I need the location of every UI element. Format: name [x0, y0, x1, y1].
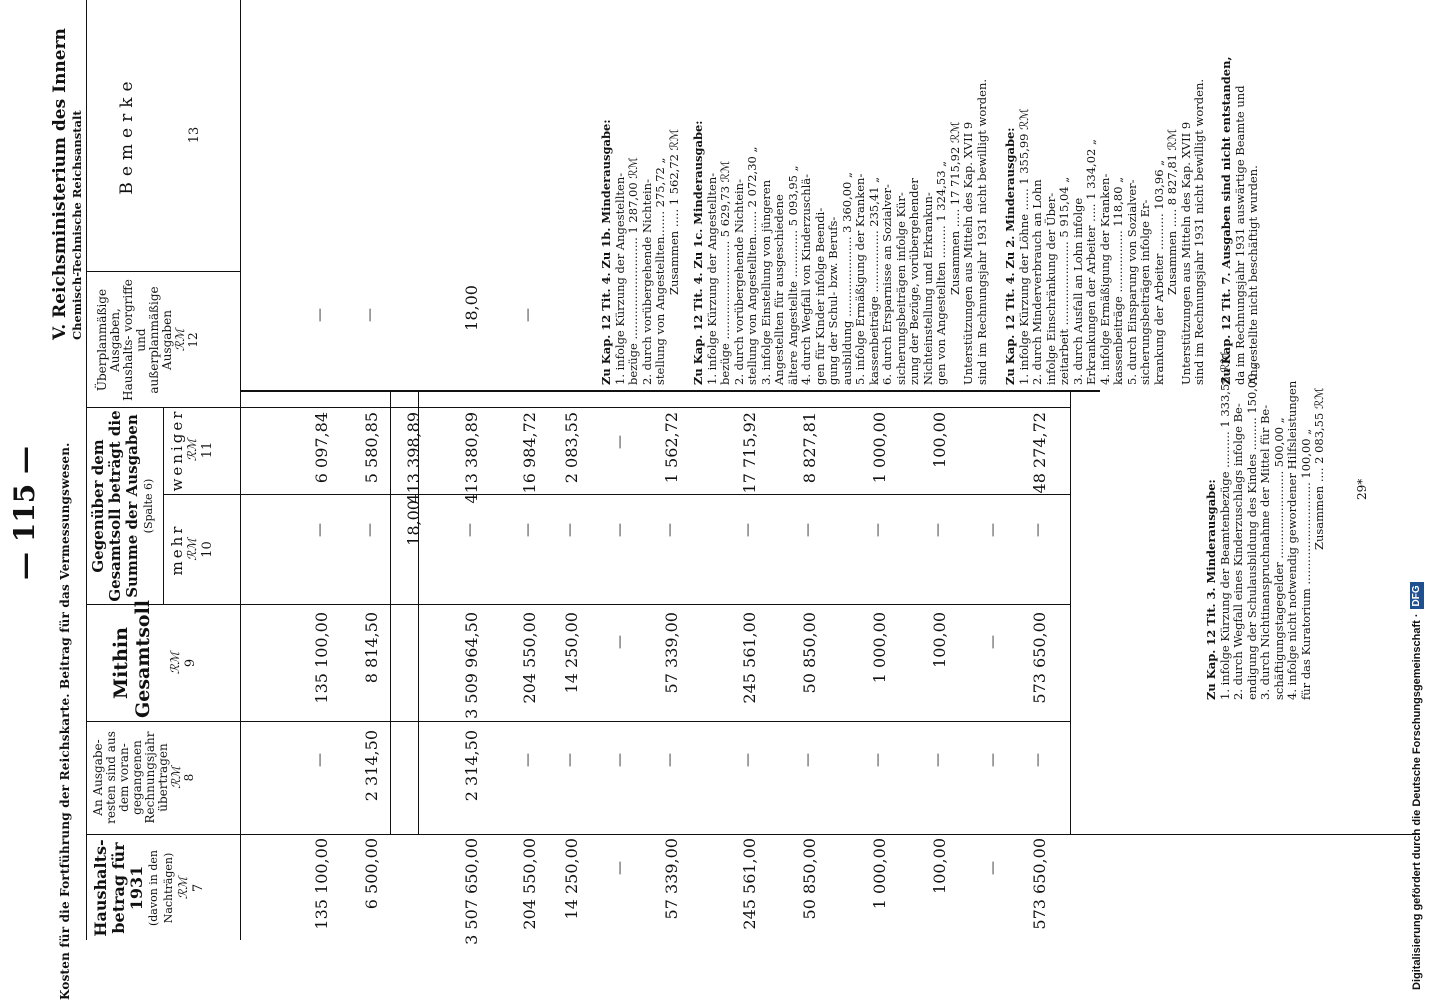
col12-number: 12: [186, 332, 200, 348]
cell-c8: —: [985, 753, 1001, 767]
page-number: — 115 —: [8, 446, 41, 580]
remark-line: Zu Kap. 12 Tit. 4. Zu 1b. Minderausgabe:: [599, 119, 613, 385]
remark-line: 5. infolge Ermäßigung der Kranken-: [853, 173, 867, 385]
cell-c7: 50 850,00: [800, 838, 819, 920]
remark-line: ältere Angestellte ............. 5 093,95 „: [785, 165, 800, 385]
col13-header: [117, 5, 202, 265]
cell-c10: —: [462, 523, 478, 537]
col8-number: 8: [182, 773, 196, 782]
cell-c11: 2 083,55: [562, 412, 581, 484]
col12-header: [96, 275, 200, 405]
note-tit3: [1205, 351, 1327, 700]
remark-line: Zusammen ..... 1 562,72 ℛℳ: [666, 128, 681, 295]
col10-11-header: [90, 410, 156, 602]
cell-c9: 50 850,00: [800, 612, 819, 694]
col7-number: 7: [191, 883, 206, 893]
col11-number: 11: [200, 441, 215, 459]
cell-c8: —: [740, 753, 756, 767]
cell-c9: 204 550,00: [520, 612, 539, 704]
col11-unit: ℛℳ: [185, 438, 199, 462]
cell-c7: 204 550,00: [520, 838, 539, 930]
dfg-logo-icon: DFG: [1410, 582, 1424, 609]
remark-line: 2. durch Minderverbrauch an Lohn: [1030, 179, 1044, 385]
cell-c8: —: [520, 753, 536, 767]
cell-c10: —: [362, 523, 378, 537]
note-line: endigung der Schulausbildung des Kindes ......... 150,00 „: [1244, 363, 1259, 700]
cell-c12: —: [362, 308, 378, 322]
running-title-institute: Chemisch-Technische Reichsanstalt: [70, 110, 84, 340]
header-rule-top: [86, 0, 87, 940]
remark-line: 1. infolge Kürzung der Angestellten-: [704, 172, 719, 385]
remark-line: Angestellten für ausgeschiedene: [772, 194, 786, 385]
remark-line: Angestellte nicht beschäftigt wurden.: [1246, 165, 1260, 385]
remark-line: krankung der Arbeiter .......... 103,96 „: [1151, 159, 1166, 385]
cell-c10: —: [662, 523, 678, 537]
col13-number: 13: [187, 126, 202, 144]
header-divider-4: [163, 494, 240, 495]
running-title-left: Kosten für die Fortführung der Reichskarte. Beitrag für das Vermessungswesen.: [58, 442, 72, 1000]
col10-header: [170, 497, 215, 602]
cell-c11: 48 274,72: [1030, 412, 1049, 494]
cell-c7: 1 000,00: [870, 838, 889, 910]
col7-header: [92, 838, 206, 938]
col8-unit: ℛℳ: [169, 766, 183, 789]
remark-line: ausbildung ...................... 3 360,00 „: [839, 172, 854, 385]
cell-c12: —: [520, 308, 536, 322]
cell-c9: 3 509 964,50: [462, 612, 481, 719]
remark-line: kassenbeiträge ................. 118,80 „: [1111, 176, 1125, 385]
cell-c7: 3 507 650,00: [462, 838, 481, 945]
remark-line: kassenbeiträge ................. 235,41 „: [866, 176, 881, 385]
remark-line: zung der Bezüge, vorübergehender: [907, 178, 921, 385]
cell-c10: —: [612, 523, 628, 537]
remark-line: Zu Kap. 12 Tit. 4. Zu 1c. Minderausgabe:: [691, 120, 705, 385]
remark-tit7: [1220, 57, 1261, 385]
cell-c11: 16 984,72: [520, 412, 539, 494]
cell-c11: —: [612, 435, 628, 449]
cell-c10: —: [800, 523, 816, 537]
col10-11-label: Gegenüber dem Gesamtsoll beträgt die Summe der Ausgaben: [89, 410, 141, 602]
cell-c10: —: [562, 523, 578, 537]
cell-c7: 100,00: [930, 838, 949, 894]
remark-line: Unterstützungen aus Mitteln des Kap. XVII 9: [961, 121, 975, 385]
remark-tit4-1c: [692, 79, 989, 385]
col10-label: mehr: [168, 523, 186, 576]
cell-c7: 245 561,00: [740, 838, 759, 930]
remark-line: 5. durch Einsparung von Sozialver-: [1124, 179, 1139, 385]
remark-line: sicherungsbeiträgen infolge Kür-: [893, 192, 908, 385]
remark-line: 2. durch vorübergehende Nichtein-: [731, 179, 746, 385]
note-line: für das Kuratorium ............................ 100,00 „: [1298, 428, 1313, 700]
section-rule-3: [1070, 392, 1071, 835]
cell-c10: —: [740, 523, 756, 537]
remark-tit4-2: [1004, 79, 1207, 385]
col7-label: Haushalts- betrag für 1931: [91, 839, 146, 937]
cell-c11: 1 562,72: [662, 412, 681, 484]
digitization-sidebar: [1405, 10, 1429, 990]
cell-c11: 413 398,89: [404, 412, 423, 504]
col11-header: [170, 408, 215, 492]
cell-c11: 17 715,92: [740, 412, 759, 494]
col12-unit: ℛℳ: [173, 328, 187, 352]
note-line: Zusammen .... 2 083,55 ℛℳ: [1312, 387, 1326, 550]
remark-line: Erkrankungen der Arbeiter ..... 1 334,02 „: [1084, 139, 1098, 385]
cell-c12: —: [312, 308, 328, 322]
col12-label: Überplanmäßige Ausgaben, Haushalts- vorgriffe und außerplanmäßige Ausgaben: [95, 279, 174, 401]
note-line: 3. durch Nichtinanspruchnahme der Mittel für Be-: [1258, 404, 1272, 700]
cell-c10: —: [930, 523, 946, 537]
cell-c10: —: [870, 523, 886, 537]
cell-c7: 135 100,00: [312, 838, 331, 930]
table-right-rule: [240, 390, 1100, 392]
cell-c8: —: [1030, 753, 1046, 767]
cell-c7: 6 500,00: [362, 838, 381, 910]
header-divider-3: [86, 604, 240, 605]
note-line: 1. infolge Kürzung der Beamtenbezüge .......... 1 333,55 ℛℳ: [1217, 351, 1232, 700]
cell-c10: 18,00: [404, 500, 423, 546]
cell-c7: 573 650,00: [1030, 838, 1049, 930]
col8-header: [92, 725, 196, 830]
cell-c9: 14 250,00: [562, 612, 581, 694]
digitization-credit-text: Digitalisierung gefördert durch die Deutsche Forschungsgemeinschaft ·: [1411, 613, 1423, 990]
page-footer-number: 29*: [1355, 478, 1369, 500]
cell-c8: —: [562, 753, 578, 767]
col10-unit: ℛℳ: [185, 538, 199, 561]
cell-c8: 2 314,50: [462, 730, 481, 802]
cell-c11: 6 097,84: [312, 412, 331, 484]
cell-c8: —: [870, 753, 886, 767]
remark-line: Zusammen ..... 8 827,81 ℛℳ: [1165, 128, 1179, 295]
remark-line: bezüge ............................ 1 287,00 ℛℳ: [626, 157, 640, 385]
remark-line: zeitarbeit ....................... 5 915,04 „: [1057, 176, 1071, 385]
cell-c11: 8 827,81: [800, 412, 819, 484]
remark-line: 4. infolge Ermäßigung der Kranken-: [1097, 173, 1112, 385]
remark-line: Unterstützungen aus Mitteln des Kap. XVII 9: [1178, 121, 1193, 385]
running-title-ministry: V. Reichsministerium des Innern: [50, 28, 70, 340]
cell-c12: 18,00: [462, 285, 481, 331]
col10-number: 10: [200, 541, 215, 558]
col7-sub: (davon in den Nachträgen): [147, 849, 175, 927]
cell-c11: 413 380,89: [462, 412, 481, 504]
cell-c10: —: [985, 523, 1001, 537]
cell-c9: 100,00: [930, 612, 949, 668]
cell-c10: —: [1030, 523, 1046, 537]
cell-c11: 5 580,85: [362, 412, 381, 484]
col11-label: weniger: [168, 408, 186, 492]
note-line: Zu Kap. 12 Tit. 3. Minderausgabe:: [1204, 479, 1218, 700]
body-divider-5: [240, 407, 1070, 408]
cell-c9: —: [612, 635, 628, 649]
remark-line: bezüge ........................... 5 629,73 ℛℳ: [718, 160, 732, 385]
remark-line: 1. infolge Kürzung der Angestellten-: [612, 172, 627, 385]
cell-c9: 245 561,00: [740, 612, 759, 704]
remark-line: infolge Einschränkung der Über-: [1043, 192, 1058, 385]
cell-c9: 573 650,00: [1030, 612, 1049, 704]
remark-line: gen von Angestellten ......... 1 324,53 „: [934, 160, 948, 385]
cell-c11: 100,00: [930, 412, 949, 468]
remark-line: 6. durch Ersparnisse an Sozialver-: [880, 184, 894, 385]
remark-line: Zusammen ..... 17 715,92 ℛℳ: [947, 121, 962, 295]
remark-line: stellung von Angestellten....... 275,72 „: [653, 157, 667, 385]
note-line: 2. durch Wegfall eines Kinderzuschlags infolge Be-: [1231, 403, 1245, 700]
header-divider-6: [86, 271, 240, 272]
col9-header: [110, 599, 198, 718]
header-divider-1: [86, 834, 1420, 835]
cell-c10: —: [312, 523, 328, 537]
cell-c8: —: [612, 753, 628, 767]
cell-c9: 8 814,50: [362, 612, 381, 684]
section-rule-1: [390, 392, 391, 835]
col10-11-sub: (Spalte 6): [142, 478, 155, 534]
cell-c8: 2 314,50: [362, 730, 381, 802]
subheader-rule: [163, 408, 164, 605]
cell-c7: 14 250,00: [562, 838, 581, 920]
remark-line: sind im Rechnungsjahr 1931 nicht bewilligt worden.: [974, 78, 989, 385]
remark-line: 2. durch vorübergehende Nichtein-: [639, 179, 654, 385]
note-line: schäftigungstagegelder ........................ 500,00 „: [1271, 417, 1286, 700]
cell-c7: 57 339,00: [662, 838, 681, 920]
cell-c8: —: [312, 753, 328, 767]
cell-c11: 1 000,00: [870, 412, 889, 484]
col9-unit: ℛℳ: [168, 651, 182, 675]
remark-line: 1. infolge Kürzung der Löhne ...... 1 355,99 ℛℳ: [1016, 108, 1031, 385]
remark-line: gen für Kinder infolge Beendi-: [812, 207, 827, 385]
remark-line: 4. durch Wegfall von Kinderzuschlä-: [799, 173, 813, 385]
col13-label: Bemerke: [117, 75, 137, 195]
cell-c8: —: [930, 753, 946, 767]
remark-line: sind im Rechnungsjahr 1931 nicht bewilligt worden.: [1192, 78, 1206, 385]
header-divider-2: [86, 721, 240, 722]
col7-unit: ℛℳ: [176, 876, 190, 900]
remark-line: gung der Schul- bzw. Berufs-: [826, 216, 840, 385]
cell-c9: 135 100,00: [312, 612, 331, 704]
cell-c8: —: [800, 753, 816, 767]
remark-line: Nichteinstellung und Erkrankun-: [920, 192, 935, 385]
remark-line: 3. durch Ausfall an Lohn infolge: [1070, 197, 1085, 385]
cell-c9: —: [985, 635, 1001, 649]
header-divider-5: [86, 407, 240, 408]
header-rule-bottom: [240, 0, 241, 940]
remark-line: stellung von Angestellten....... 2 072,30 „: [745, 146, 759, 385]
col9-label: Mithin Gesamtsoll: [110, 599, 154, 718]
remark-line: da im Rechnungsjahr 1931 auswärtige Beamte und: [1232, 85, 1247, 385]
remark-line: Zu Kap. 12 Tit. 4. Zu 2. Minderausgabe:: [1003, 127, 1017, 385]
cell-c7: —: [985, 861, 1001, 875]
digitization-credit: [1405, 10, 1429, 990]
col9-number: 9: [183, 658, 198, 668]
remark-tit4-1b: [600, 119, 681, 385]
body-divider-3: [240, 604, 1070, 605]
cell-c9: 57 339,00: [662, 612, 681, 694]
remark-line: 3. infolge Einstellung von jüngeren: [758, 179, 773, 385]
col8-label: An Ausgabe- resten sind aus dem voran- gegangenen Rechnungsjahr übertragen: [91, 731, 170, 824]
cell-c9: 1 000,00: [870, 612, 889, 684]
remark-line: sicherungsbeiträgen infolge Er-: [1138, 199, 1152, 385]
note-line: 4. infolge nicht notwendig gewordener Hilfsleistungen: [1285, 380, 1299, 700]
cell-c8: —: [662, 753, 678, 767]
remark-line: Zu Kap. 12 Tit. 7. Ausgaben sind nicht entstanden,: [1219, 56, 1233, 385]
cell-c10: —: [520, 523, 536, 537]
cell-c7: —: [612, 861, 628, 875]
